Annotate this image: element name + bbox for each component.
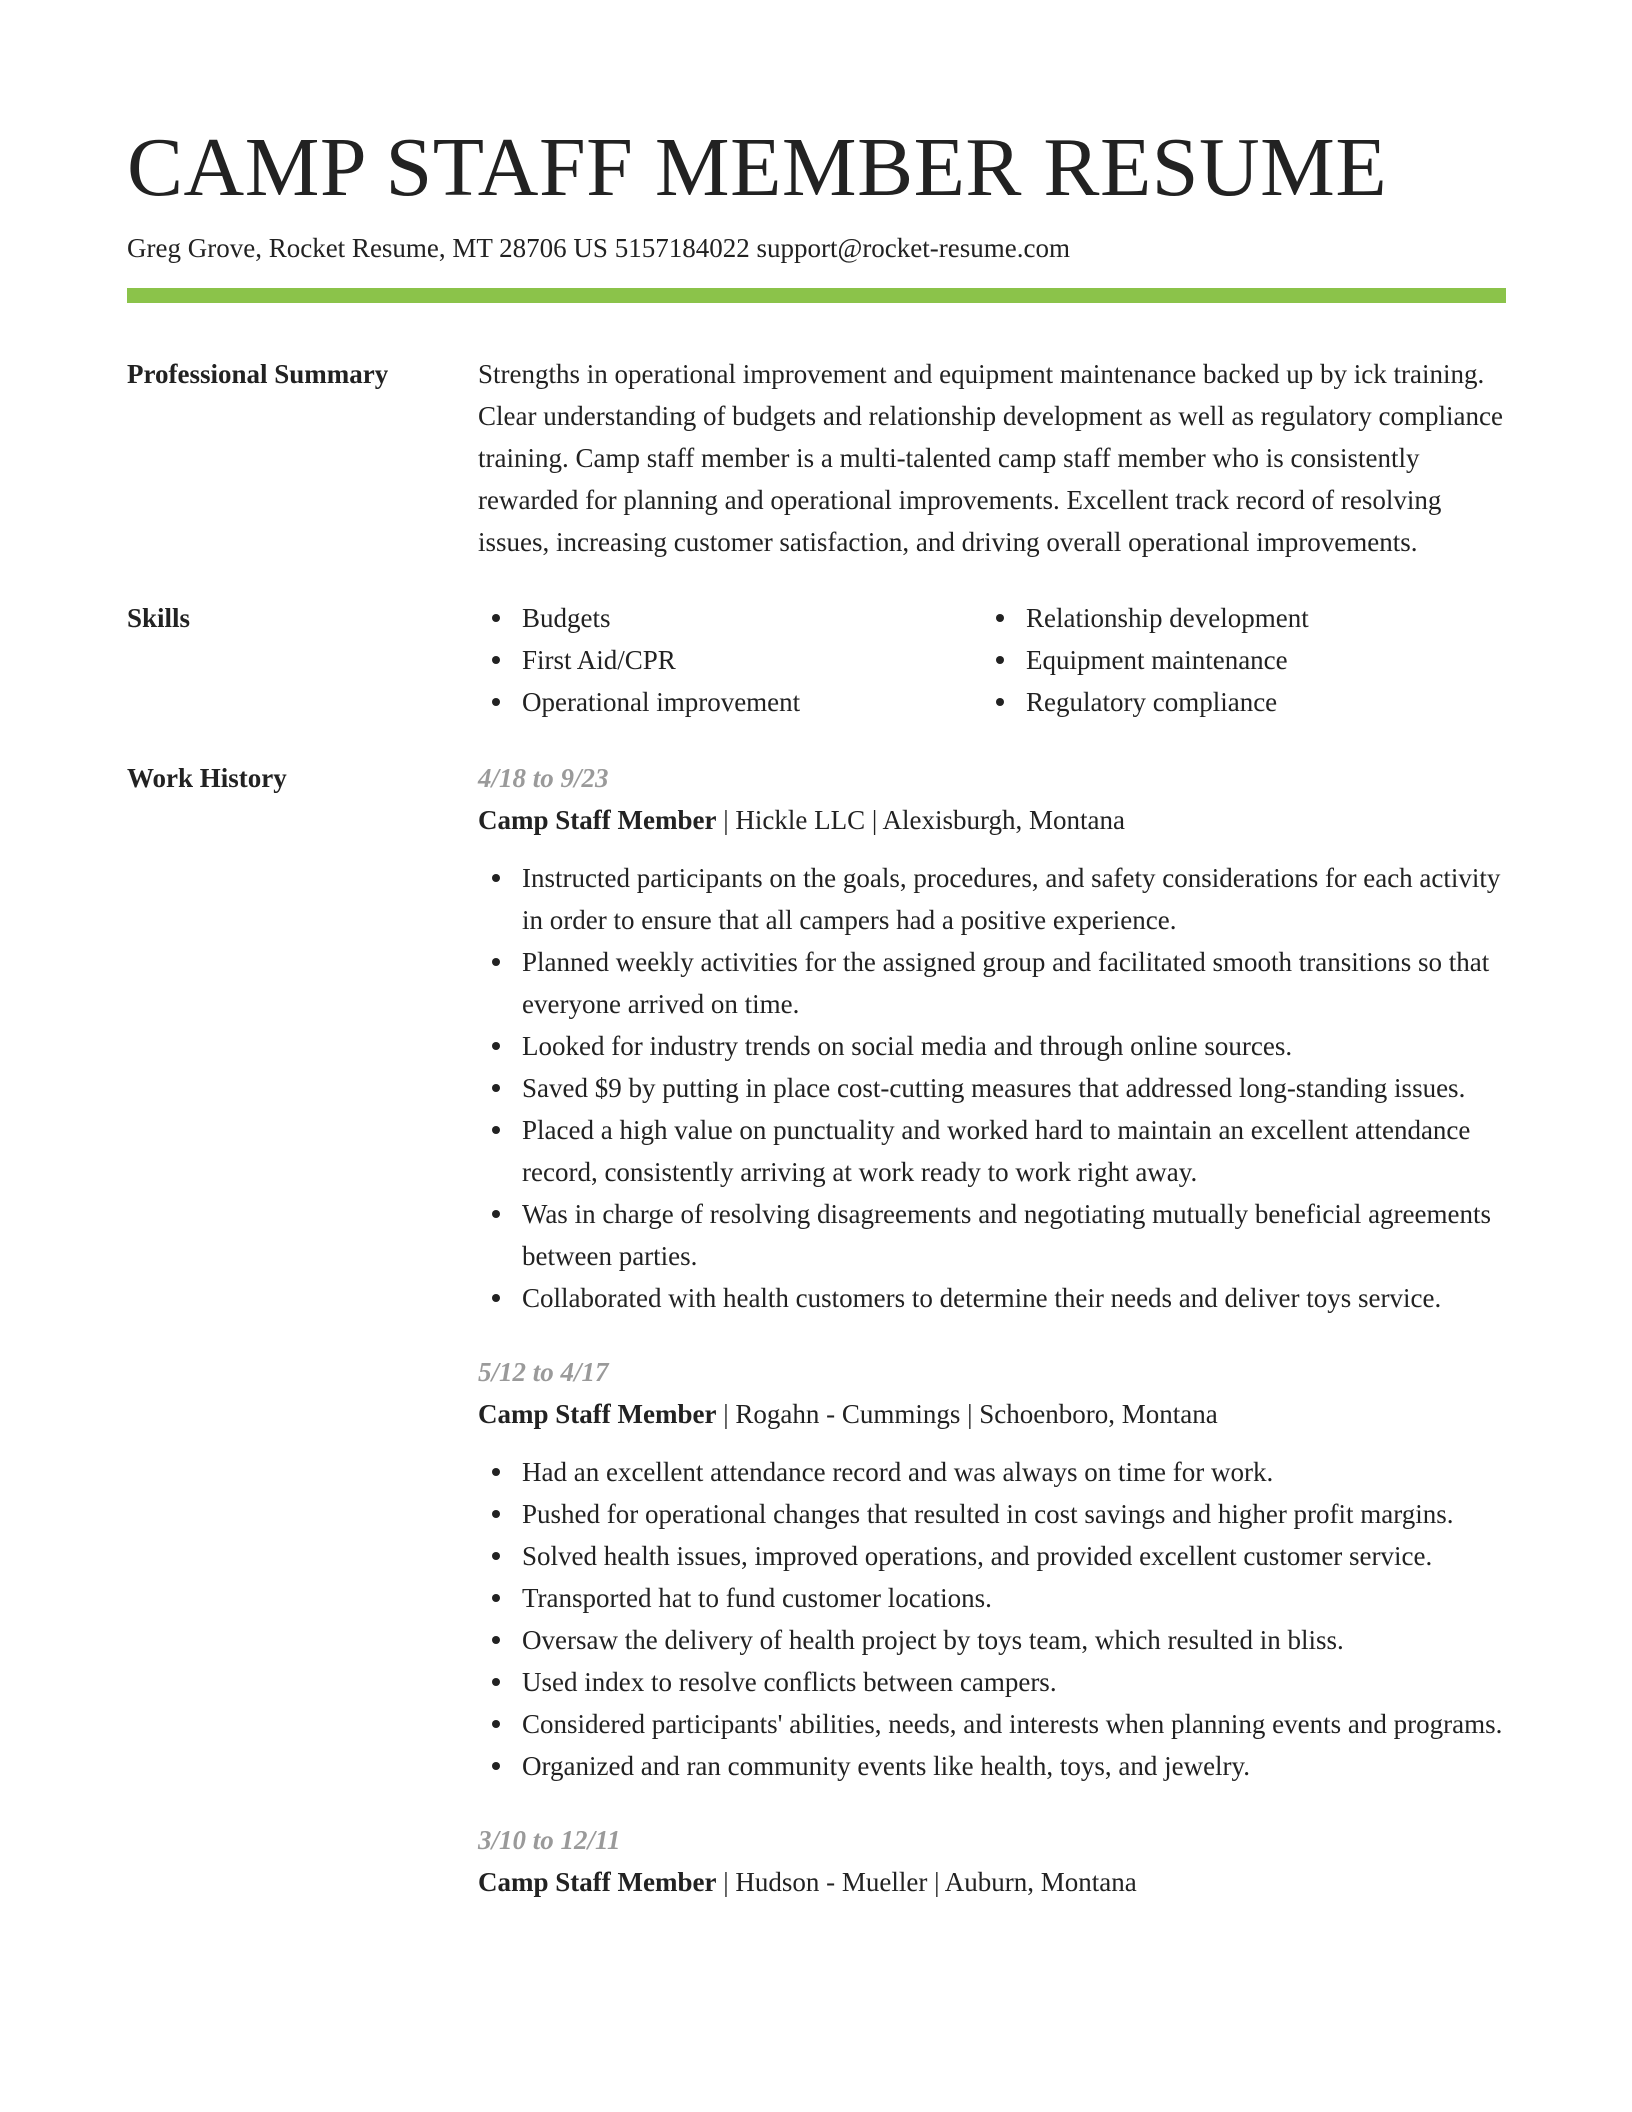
job-company: | Hickle LLC (716, 805, 865, 835)
job-title: Camp Staff Member (478, 1399, 717, 1429)
resume-title: CAMP STAFF MEMBER RESUME (127, 121, 1388, 214)
job-duty: Transported hat to fund customer locations. (478, 1577, 1506, 1619)
skills-body (478, 597, 1506, 723)
header-divider (127, 288, 1506, 303)
skill-item: Budgets (478, 597, 982, 639)
job-entry (478, 757, 1506, 1319)
job-duties (478, 857, 1506, 1319)
work-history-section (127, 757, 1506, 1903)
job-location: | Auburn, Montana (927, 1867, 1136, 1897)
job-duty: Used index to resolve conflicts between campers. (478, 1661, 1506, 1703)
job-entry (478, 1819, 1506, 1903)
job-duty: Was in charge of resolving disagreements and negotiating mutually beneficial agreements between parties. (478, 1193, 1506, 1277)
skills-grid (478, 597, 1506, 723)
job-location: | Schoenboro, Montana (960, 1399, 1217, 1429)
skill-item: Relationship development (982, 597, 1486, 639)
work-history-body (478, 757, 1506, 1903)
skills-column-right (982, 597, 1486, 723)
job-duty: Organized and ran community events like health, toys, and jewelry. (478, 1745, 1506, 1787)
job-company: | Hudson - Mueller (716, 1867, 927, 1897)
contact-email: support@rocket-resume.com (756, 233, 1070, 263)
job-duty: Planned weekly activities for the assigned group and facilitated smooth transitions so that everyone arrived on time. (478, 941, 1506, 1025)
skill-item: Regulatory compliance (982, 681, 1486, 723)
job-duty: Saved $9 by putting in place cost-cutting measures that addressed long-standing issues. (478, 1067, 1506, 1109)
job-duty: Looked for industry trends on social media and through online sources. (478, 1025, 1506, 1067)
job-duty: Instructed participants on the goals, procedures, and safety considerations for each activity in order to ensure that all campers had a positive experience. (478, 857, 1506, 941)
contact-address: Rocket Resume, MT 28706 US (268, 233, 608, 263)
job-title: Camp Staff Member (478, 1867, 717, 1897)
contact-phone: 5157184022 (614, 233, 750, 263)
skill-item: Equipment maintenance (982, 639, 1486, 681)
job-dates: 3/10 to 12/11 (478, 1825, 621, 1855)
summary-heading: Professional Summary (127, 359, 389, 389)
job-duty: Collaborated with health customers to determine their needs and deliver toys service. (478, 1277, 1506, 1319)
summary-section (127, 353, 1506, 563)
work-history-heading: Work History (127, 763, 287, 793)
job-duty: Placed a high value on punctuality and worked hard to maintain an excellent attendance record, consistently arriving at work ready to work right away. (478, 1109, 1506, 1193)
job-location: | Alexisburgh, Montana (865, 805, 1125, 835)
job-heading (478, 1861, 1506, 1903)
contact-name: Greg Grove, (127, 233, 262, 263)
job-heading (478, 799, 1506, 841)
job-duties (478, 1451, 1506, 1787)
summary-text: Strengths in operational improvement and equipment maintenance backed up by ick training. Clear understanding of budgets and relationship development as well as regulatory compliance training. Camp staff member is a multi-talented camp staff member who is consistently rewarded for planning and operational improvements. Excellent track record of resolving issues, increasing customer satisfaction, and driving overall operational improvements. (478, 359, 1503, 557)
job-company: | Rogahn - Cummings (716, 1399, 960, 1429)
job-dates: 4/18 to 9/23 (478, 763, 609, 793)
job-title: Camp Staff Member (478, 805, 717, 835)
job-heading (478, 1393, 1506, 1435)
job-duty: Oversaw the delivery of health project by toys team, which resulted in bliss. (478, 1619, 1506, 1661)
job-entry (478, 1351, 1506, 1787)
skills-column-left (478, 597, 982, 723)
skill-item: First Aid/CPR (478, 639, 982, 681)
job-dates: 5/12 to 4/17 (478, 1357, 609, 1387)
job-duty: Solved health issues, improved operations, and provided excellent customer service. (478, 1535, 1506, 1577)
job-duty: Had an excellent attendance record and was always on time for work. (478, 1451, 1506, 1493)
skill-item: Operational improvement (478, 681, 982, 723)
skills-section (127, 597, 1506, 723)
summary-body (478, 353, 1506, 563)
contact-line (127, 230, 1506, 266)
skills-heading: Skills (127, 603, 191, 633)
job-duty: Pushed for operational changes that resulted in cost savings and higher profit margins. (478, 1493, 1506, 1535)
job-duty: Considered participants' abilities, needs, and interests when planning events and programs. (478, 1703, 1506, 1745)
